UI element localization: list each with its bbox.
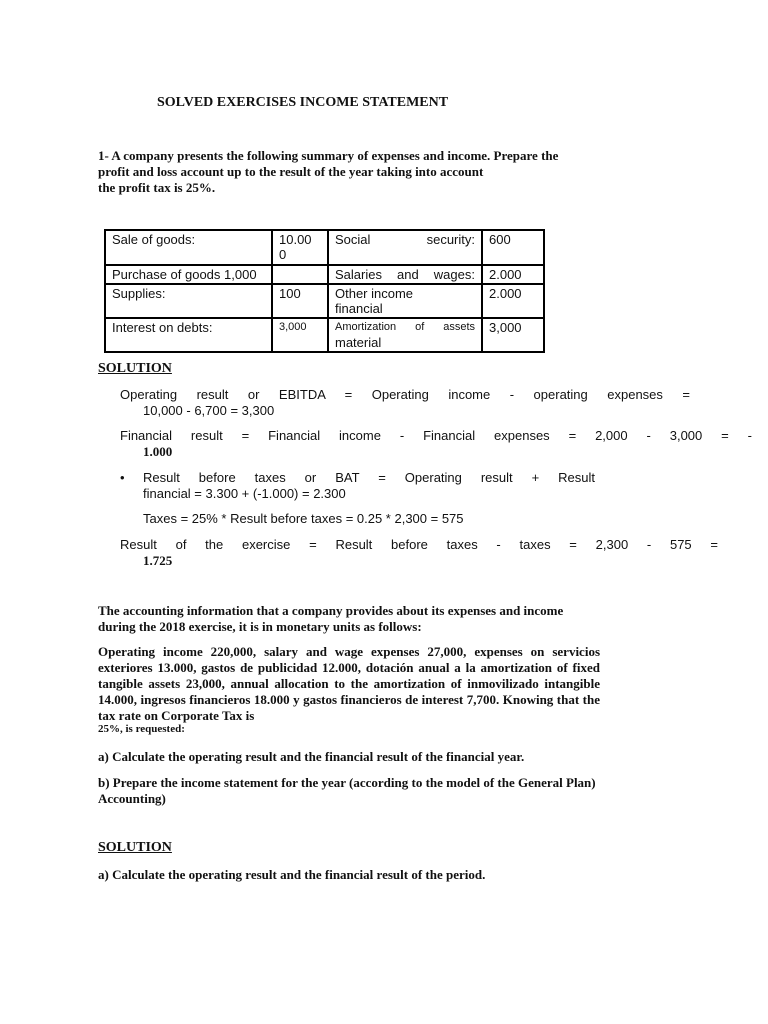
document-title: SOLVED EXERCISES INCOME STATEMENT	[157, 95, 449, 110]
cell-line: financial	[335, 301, 383, 316]
exercise2-data-paragraph: Operating income 220,000, salary and wage expenses 27,000, expenses on servicios exteriores 13.000, gastos de publicidad 12.000, dotación anual a la amortization of fixed tangible assets 23,000, annual allocation to the amortization of inmovilizado intangible 14.000, ingresos financieros 18.000 y gastos financieros de interest 7,700. Knowing that the tax rate on Corporate Tax is	[98, 644, 600, 723]
table-cell	[328, 284, 482, 318]
table-cell: Sale of goods:	[105, 230, 272, 265]
table-row	[105, 230, 544, 265]
table-cell: 2.000	[482, 284, 544, 318]
table-cell: 2.000	[482, 265, 544, 284]
bullet-icon: •	[120, 470, 125, 485]
expenses-income-table	[104, 229, 545, 353]
table-cell: Supplies:	[105, 284, 272, 318]
solution-value: 1.725	[143, 553, 173, 568]
table-cell	[328, 230, 482, 265]
exercise2-intro	[98, 603, 598, 635]
intro-line: 1- A company presents the following summary of expenses and income. Prepare the	[98, 148, 559, 163]
solution-line: Financial result = Financial income - Financial expenses = 2,000 - 3,000 = -	[120, 428, 752, 443]
cell-line: material	[335, 335, 382, 350]
table-cell	[272, 265, 328, 284]
cell-line-justified	[335, 232, 475, 247]
table-cell: Purchase of goods 1,000	[105, 265, 272, 284]
solution-value: 1.000	[143, 444, 173, 459]
solution-line: financial = 3.300 + (-1.000) = 2.300	[143, 486, 346, 501]
table-row	[105, 318, 544, 352]
cell-text: assets	[443, 321, 475, 333]
intro-line: profit and loss account up to the result of the year taking into account	[98, 164, 484, 179]
solution-heading: SOLUTION	[98, 361, 172, 376]
table-cell: 3,000	[482, 318, 544, 352]
solution-line: Taxes = 25% * Result before taxes = 0.25 * 2,300 = 575	[143, 511, 464, 526]
cell-line: 10.00	[279, 232, 312, 247]
requested-line: 25%, is requested:	[98, 723, 185, 735]
table-cell	[272, 230, 328, 265]
table-cell: 3,000	[272, 318, 328, 352]
solution-line: Result of the exercise = Result before taxes - taxes = 2,300 - 575 =	[120, 537, 718, 552]
question-a: a) Calculate the operating result and the financial result of the financial year.	[98, 749, 525, 764]
cell-text: Amortization	[335, 321, 397, 333]
table-cell: 600	[482, 230, 544, 265]
cell-line: 0	[279, 247, 287, 262]
cell-line-justified	[335, 320, 475, 335]
table-cell	[328, 318, 482, 352]
question-b: b) Prepare the income statement for the year (according to the model of the General Plan) Accounting)	[98, 775, 596, 806]
table-cell: Interest on debts:	[105, 318, 272, 352]
cell-line: Other income	[335, 286, 414, 301]
solution-line: Result before taxes or BAT = Operating result + Result	[143, 470, 595, 485]
cell-text: Salaries	[335, 267, 382, 282]
intro-line: The accounting information that a company provides about its expenses and income	[98, 603, 564, 618]
cell-text: and	[397, 267, 419, 282]
table-row	[105, 265, 544, 284]
cell-text: wages:	[433, 267, 475, 282]
intro-line: the profit tax is 25%.	[98, 180, 216, 195]
table-row	[105, 284, 544, 318]
solution-question-a: a) Calculate the operating result and the financial result of the period.	[98, 867, 486, 882]
cell-text: Social	[335, 232, 371, 247]
intro-line: during the 2018 exercise, it is in monetary units as follows:	[98, 619, 422, 634]
solution-line: Operating result or EBITDA = Operating income - operating expenses =	[120, 387, 690, 402]
cell-text: of	[415, 321, 425, 333]
cell-text: security:	[426, 232, 475, 247]
solution-line: 10,000 - 6,700 = 3,300	[143, 403, 275, 418]
table-cell	[328, 265, 482, 284]
solution-heading: SOLUTION	[98, 840, 172, 855]
table-cell: 100	[272, 284, 328, 318]
cell-line-justified	[335, 267, 475, 282]
exercise1-intro	[98, 148, 598, 196]
